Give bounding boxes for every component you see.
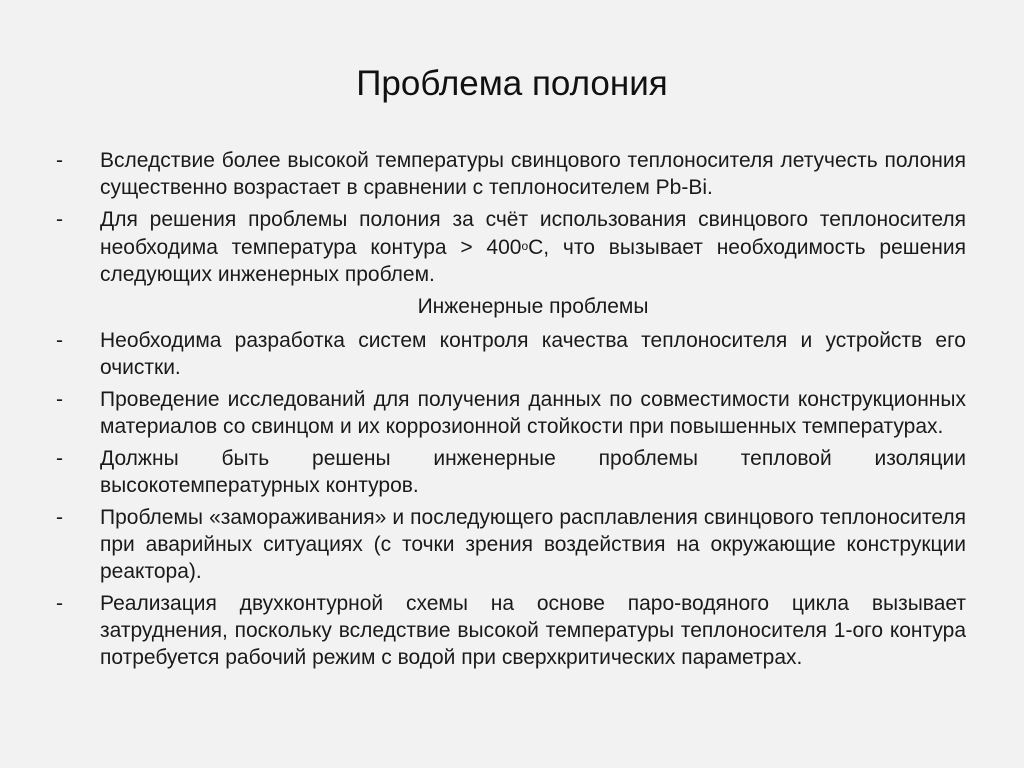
bullet-text: Необходима разработка систем контроля качества теплоносителя и устройств его очистки. <box>100 329 966 379</box>
bullet-dash: - <box>56 329 63 352</box>
bullet-item <box>56 206 966 288</box>
bullet-text: Проведение исследований для получения данных по совместимости конструкционных материалов со свинцом и их коррозионной стойкости при повышенных температурах. <box>100 388 966 438</box>
slide-title: Проблема полония <box>356 64 668 103</box>
subheading: Инженерные проблемы <box>417 295 649 318</box>
bullet-dash: - <box>56 208 63 231</box>
bullet-item <box>56 504 966 585</box>
bullet-dash: - <box>56 149 63 172</box>
bullet-text: Проблемы «замораживания» и последующего расплавления свинцового теплоносителя при аварийных ситуациях (с точки зрения воздействия на окружающие конструкции реактора). <box>100 506 966 583</box>
bullet-text <box>100 208 966 286</box>
bullet-text: Реализация двухконтурной схемы на основе паро-водяного цикла вызывает затруднения, поскольку вследствие высокой температуры теплоносителя 1-ого контура потребуется рабочий режим с водой при сверхкритических параметрах. <box>100 592 966 669</box>
bullet-item <box>56 590 966 671</box>
bullet-text: Должны быть решены инженерные проблемы тепловой изоляции высокотемпературных контуров. <box>100 447 966 497</box>
bullet-dash: - <box>56 592 63 615</box>
bullet-text: Вследствие более высокой температуры свинцового теплоносителя летучесть полония существенно возрастает в сравнении с теплоносителем Pb-Bi. <box>100 149 966 199</box>
slide-content <box>56 147 966 676</box>
bullet-dash: - <box>56 506 63 529</box>
bullet-item <box>56 147 966 201</box>
bullet-dash: - <box>56 388 63 411</box>
degree-superscript: o <box>521 239 529 253</box>
bullet-text-part: С, что вызывает необходимость решения следующих инженерных проблем. <box>100 236 967 286</box>
bullet-dash: - <box>56 447 63 470</box>
bullet-item <box>56 445 966 499</box>
bullet-item <box>56 386 966 440</box>
bullet-text-part: Для решения проблемы полония за счёт использования свинцового теплоносителя необходима температура контура > 400 <box>100 208 966 259</box>
bullet-item <box>56 327 966 381</box>
